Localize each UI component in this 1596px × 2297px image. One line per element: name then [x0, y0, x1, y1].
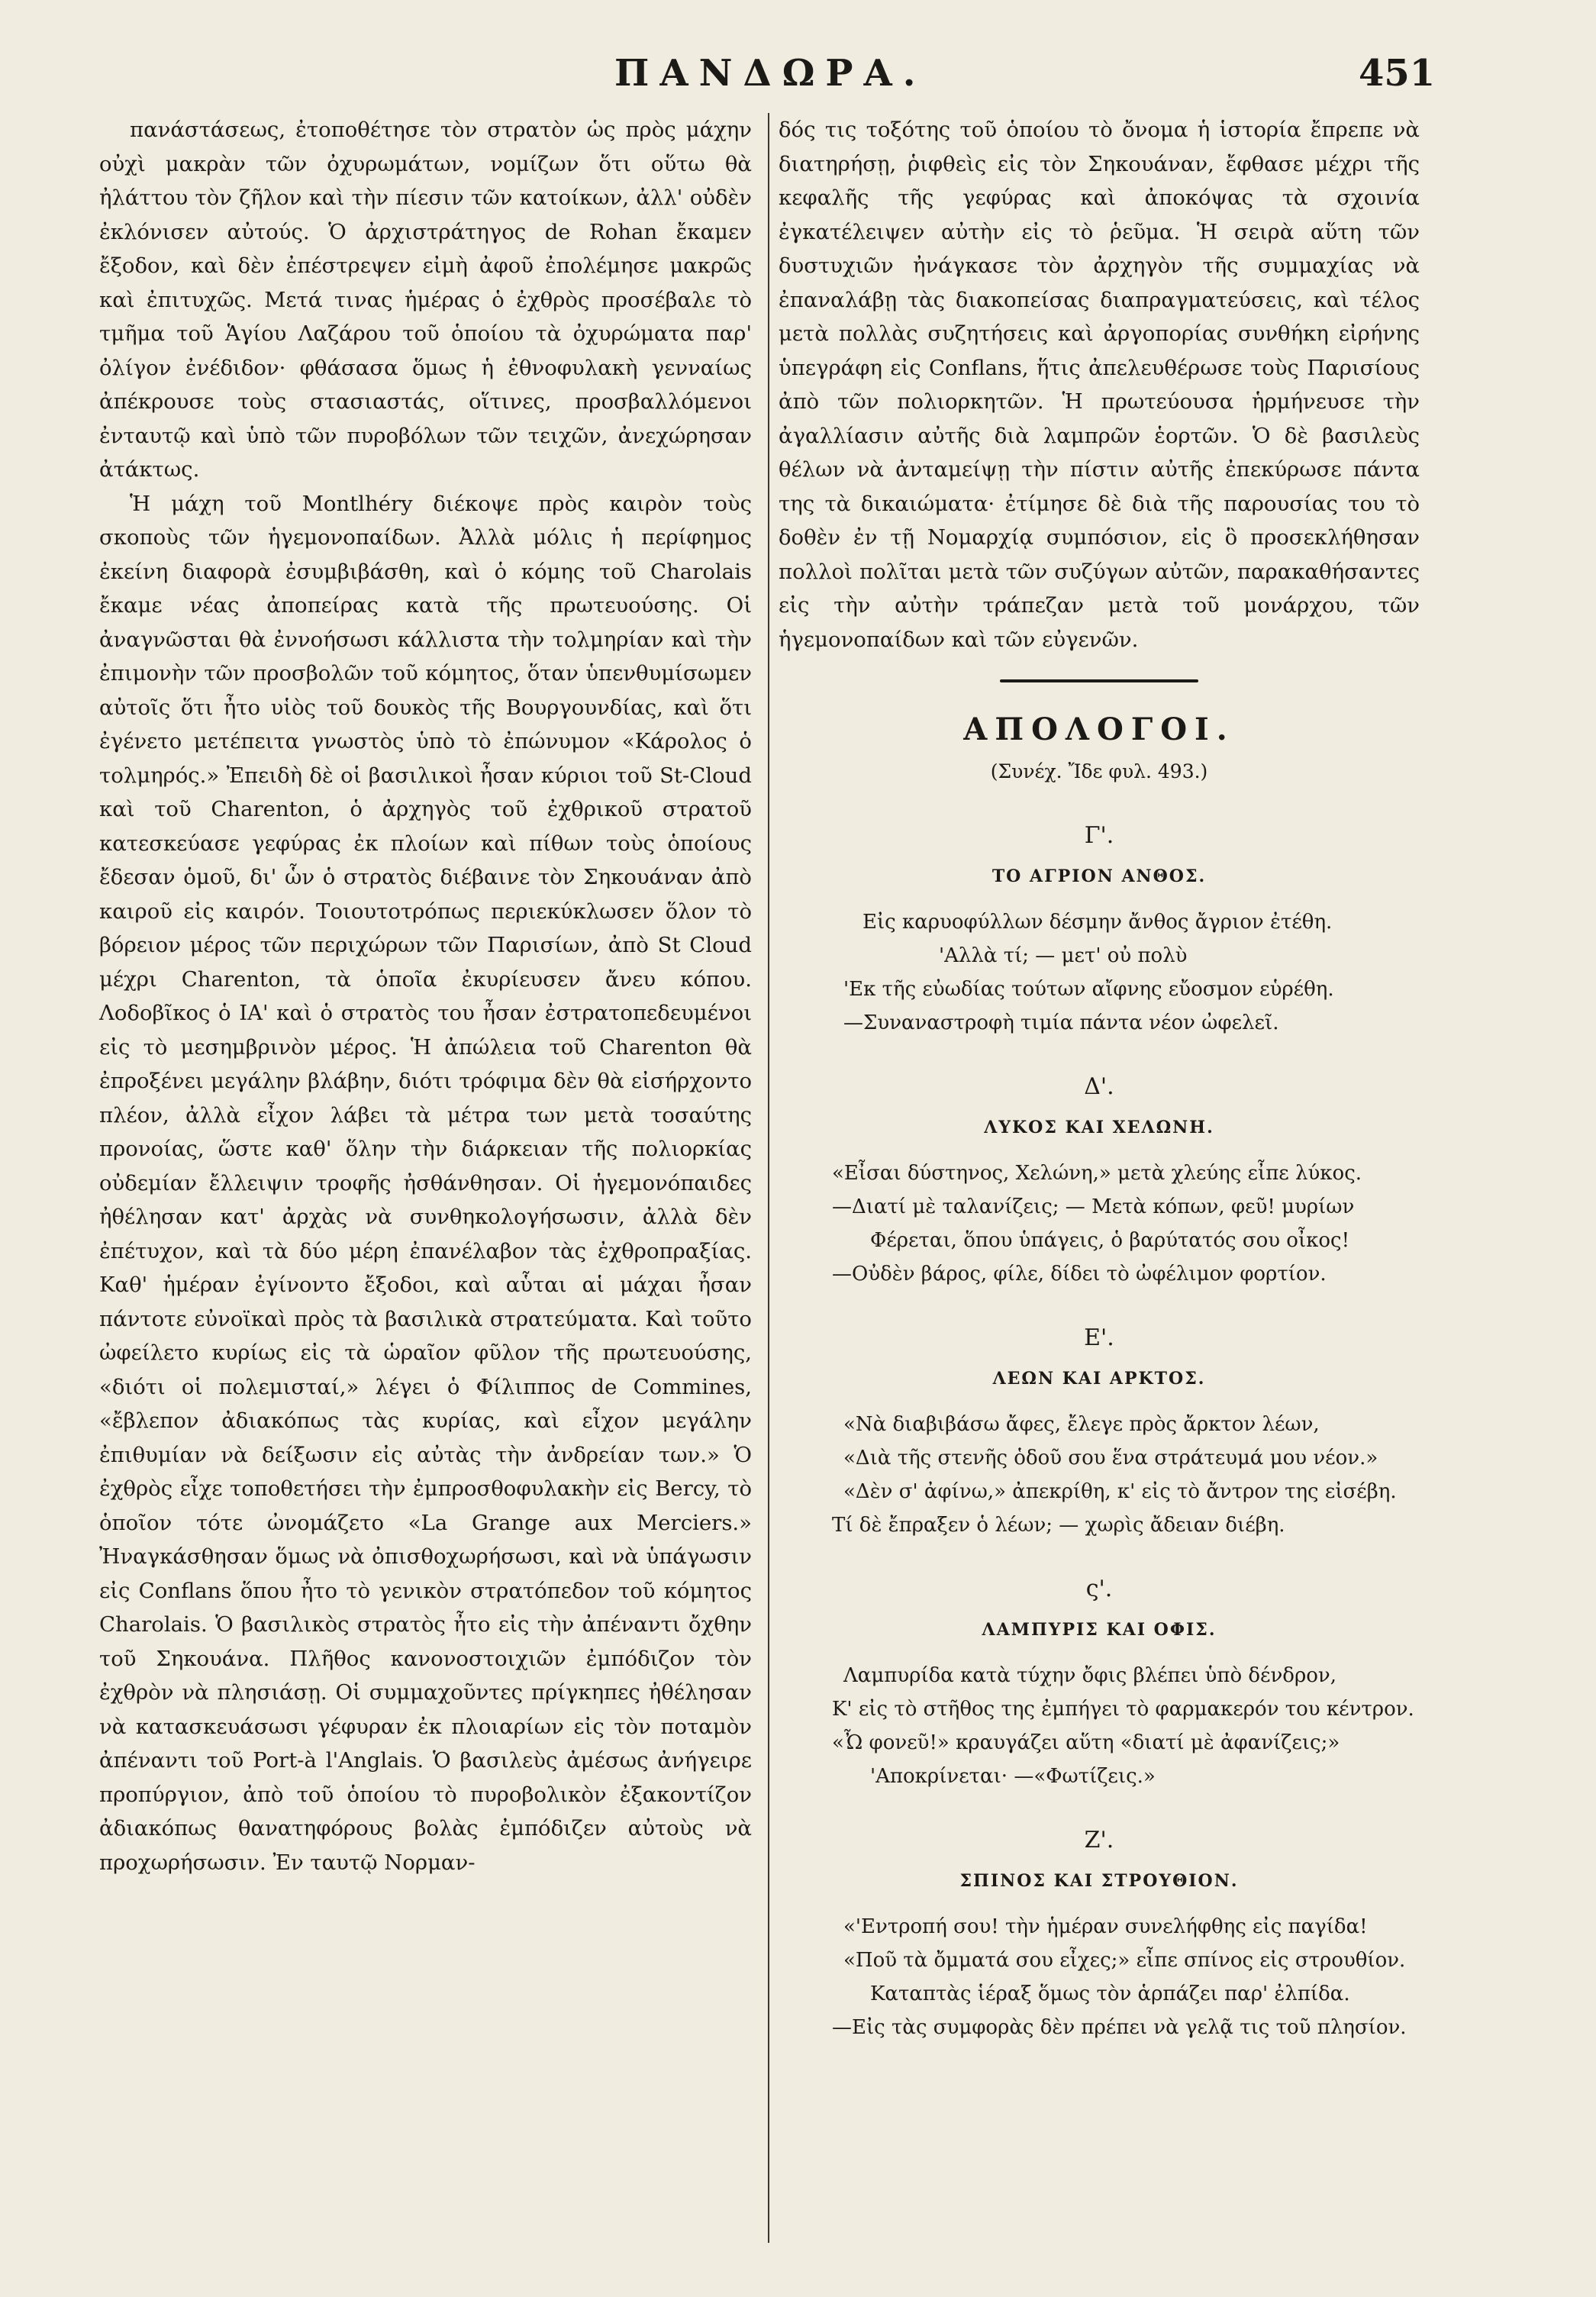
verse-line: —Οὐδὲν βάρος, φίλε, δίδει τὸ ὠφέλιμον φορτίον.	[832, 1263, 1327, 1286]
fable-title: ΛΑΜΠΥΡΙΣ ΚΑΙ ΟΦΙΣ.	[982, 1619, 1217, 1640]
fable-title: ΤΟ ΑΓΡΙΟΝ ΑΝΘΟΣ.	[991, 866, 1207, 886]
fable	[779, 1573, 1420, 1793]
fable	[779, 1321, 1420, 1542]
fable	[779, 1824, 1420, 2044]
section-title: ΑΠΟΛΟΓΟΙ.	[963, 711, 1235, 747]
verse-line: «Ὦ φονεῦ!» κραυγάζει αὕτη «διατί μὲ ἀφανίζεις;»	[832, 1731, 1340, 1754]
right-column	[779, 113, 1420, 2044]
fable-title: ΛΕΩΝ ΚΑΙ ΑΡΚΤΟΣ.	[992, 1368, 1206, 1389]
fable	[779, 819, 1420, 1040]
fable-number: Ε'.	[1084, 1324, 1114, 1351]
verse-line: —Συναναστροφὴ τιμία πάντα νέον ὠφελεῖ.	[843, 1011, 1279, 1034]
verse-line: 'Αποκρίνεται· —«Φωτίζεις.»	[870, 1765, 1156, 1788]
fable-number: Δ'.	[1084, 1073, 1114, 1100]
article-paragraph: πανάστάσεως, ἐτοποθέτησε τὸν στρατὸν ὡς πρὸς μάχην οὐχὶ μακρὰν τῶν ὀχυρωμάτων, νομίζων ὅτι οὕτω θὰ ἠλάττου τὸν ζῆλον καὶ τὴν πίεσιν τῶν κατοίκων, ἀλλ' οὐδὲν ἐκλόνισεν αὐτούς. Ὁ ἀρχιστράτηγος de Rohan ἔκαμεν ἔξοδον, καὶ δὲν ἐπέστρεψεν εἰμὴ ἀφοῦ ἐπολέμησε μακρῶς καὶ ἐπιτυχῶς. Μετά τινας ἡμέρας ὁ ἐχθρὸς προσέβαλε τὸ τμῆμα τοῦ Ἁγίου Λαζάρου τοῦ ὁποίου τὰ ὀχυρώματα παρ' ὀλίγον ἐνέδιδον· φθάσασα ὅμως ἡ ἐθνοφυλακὴ γενναίως ἀπέκρουσε τοὺς στασιαστάς, οἵτινες, προσβαλλόμενοι ἐνταυτῷ καὶ ὑπὸ τῶν πυροβόλων τῶν τειχῶν, ἀνεχώρησαν ἀτάκτως.	[99, 118, 752, 482]
verse-line: «Εἶσαι δύστηνος, Χελώνη,» μετὰ χλεύης εἶπε λύκος.	[832, 1162, 1362, 1185]
verse-line: Φέρεται, ὅπου ὑπάγεις, ὁ βαρύτατός σου οἶκος!	[870, 1229, 1350, 1252]
verse-line: —Εἰς τὰς συμφορὰς δὲν πρέπει νὰ γελᾷ τις τοῦ πλησίον.	[832, 2016, 1407, 2039]
left-column	[99, 113, 752, 1879]
verse-line: Λαμπυρίδα κατὰ τύχην ὄφις βλέπει ὑπὸ δένδρον,	[843, 1664, 1336, 1687]
verse-line: Καταπτὰς ἱέραξ ὅμως τὸν ἁρπάζει παρ' ἐλπίδα.	[870, 1982, 1350, 2005]
verse-line: Τί δὲ ἔπραξεν ὁ λέων; — χωρὶς ἄδειαν διέβη.	[832, 1514, 1285, 1537]
verse-line: Κ' εἰς τὸ στῆθος της ἐμπήγει τὸ φαρμακερόν του κέντρον.	[832, 1698, 1414, 1721]
fable-title: ΛΥΚΟΣ ΚΑΙ ΧΕΛΩΝΗ.	[984, 1117, 1214, 1137]
verse-line: —Διατί μὲ ταλανίζεις; — Μετὰ κόπων, φεῦ! μυρίων	[832, 1195, 1355, 1218]
verse-line: «'Εντροπή σου! τὴν ἡμέραν συνελήφθης εἰς παγίδα!	[843, 1915, 1368, 1938]
section-separator-rule	[1000, 679, 1198, 682]
fable-title: ΣΠΙΝΟΣ ΚΑΙ ΣΤΡΟΥΘΙΟΝ.	[959, 1870, 1239, 1891]
fable	[779, 1070, 1420, 1291]
article-continuation: δός τις τοξότης τοῦ ὁποίου τὸ ὄνομα ἡ ἱστορία ἔπρεπε νὰ διατηρήσῃ, ῥιφθεὶς εἰς τὸν Σηκουάναν, ἔφθασε μέχρι τῆς κεφαλῆς τῆς γεφύρας καὶ ἀποκόψας τὰ σχοινία ἐγκατέλειψεν αὐτὴν εἰς τὸ ῥεῦμα. Ἡ σειρὰ αὕτη τῶν δυστυχιῶν ἠνάγκασε τὸν ἀρχηγὸν τῆς συμμαχίας νὰ ἐπαναλάβῃ τὰς διακοπείσας διαπραγματεύσεις, καὶ τέλος μετὰ πολλὰς συζητήσεις καὶ ἀργοπορίας συνθήκη εἰρήνης ὑπεγράφη εἰς Conflans, ἥτις ἀπελευθέρωσε τοὺς Παρισίους ἀπὸ τῶν πολιορκητῶν. Ἡ πρωτεύουσα ἡρμήνευσε τὴν ἀγαλλίασιν αὐτῆς διὰ λαμπρῶν ἑορτῶν. Ὁ δὲ βασιλεὺς θέλων νὰ ἀνταμείψῃ τὴν πίστιν αὐτῆς ἐπεκύρωσε πάντα της τὰ δικαιώματα· ἐτίμησε δὲ διὰ τῆς παρουσίας του τὸ δοθὲν ἐν τῇ Νομαρχίᾳ συμπόσιον, εἰς ὃ προσεκλήθησαν πολλοὶ πολῖται μετὰ τῶν συζύγων αὐτῶν, παρακαθήσαντες εἰς τὴν αὐτὴν τράπεζαν μετὰ τοῦ μονάρχου, τῶν ἡγεμονοπαίδων καὶ τῶν εὐγενῶν.	[779, 118, 1420, 652]
section-continuation-note: (Συνέχ. Ἴδε φυλ. 493.)	[990, 760, 1208, 782]
article-paragraph: Ἡ μάχη τοῦ Montlhéry διέκοψε πρὸς καιρὸν τοὺς σκοποὺς τῶν ἡγεμονοπαίδων. Ἀλλὰ μόλις ἡ περίφημος ἐκείνη διαφορὰ ἐσυμβιβάσθη, καὶ ὁ κόμης τοῦ Charolais ἔκαμε νέας ἀποπείρας κατὰ τῆς πρωτευούσης. Οἱ ἀναγνῶσται θὰ ἐννοήσωσι κάλλιστα τὴν τολμηρίαν καὶ τὴν ἐπιμονὴν τῶν προσβολῶν τοῦ κόμητος, ὅταν ὑπενθυμίσωμεν αὐτοῖς ὅτι ἦτο υἱὸς τοῦ δουκὸς τῆς Βουργουνδίας, καὶ ὅτι ἐγένετο μετέπειτα γνωστὸς ὑπὸ τὸ ἐπώνυμον «Κάρολος ὁ τολμηρός.» Ἐπειδὴ δὲ οἱ βασιλικοὶ ἦσαν κύριοι τοῦ St-Cloud καὶ τοῦ Charenton, ὁ ἀρχηγὸς τοῦ ἐχθρικοῦ στρατοῦ κατεσκεύασε γεφύρας ἐκ πλοίων καὶ πίθων τοὺς ὁποίους ἔδεσαν ὁμοῦ, δι' ὧν ὁ στρατὸς διέβαινε τὸν Σηκουάναν ἀπὸ καιροῦ εἰς καιρόν. Τοιουτοτρόπως περιεκύκλωσεν ὅλον τὸ βόρειον μέρος τῶν περιχώρων τῶν Παρισίων, ἀπὸ St Cloud μέχρι Charenton, τὰ ὁποῖα ἐκυρίευσεν ἄνευ κόπου. Λοδοβῖκος ὁ ΙΑ' καὶ ὁ στρατὸς του ἦσαν ἐστρατοπεδευμένοι εἰς τὸ μεσημβρινὸν μέρος. Ἡ ἀπώλεια τοῦ Charenton θὰ ἐπροξένει μεγάλην βλάβην, διότι τρόφιμα δὲν θὰ εἰσήρχοντο πλέον, ἀλλὰ εἶχον λάβει τὰ μέτρα των μετὰ τοσαύτης προνοίας, ὥστε καθ' ὅλην τὴν διάρκειαν τῆς πολιορκίας οὐδεμίαν ἔλλειψιν τροφῆς ἠσθάνθησαν. Οἱ ἡγεμονόπαιδες ἠθέλησαν κατ' ἀρχὰς νὰ συνθηκολογήσωσιν, ἀλλὰ δὲν ἐπέτυχον, καὶ τὰ δύο μέρη ἐπανέλαβον τὰς ἐχθροπραξίας. Καθ' ἡμέραν ἐγίνοντο ἔξοδοι, καὶ αὗται αἱ μάχαι ἦσαν πάντοτε εὐνοϊκαὶ πρὸς τὰ βασιλικὰ στρατεύματα. Καὶ τοῦτο ὠφείλετο κυρίως εἰς τὰ ὡραῖον φῦλον τῆς πρωτευούσης, «διότι οἱ πολεμισταί,» λέγει ὁ Φίλιππος de Commines, «ἔβλεπον ἀδιακόπως τὰς κυρίας, καὶ εἶχον μεγάλην ἐπιθυμίαν νὰ δείξωσιν εἰς αὐτὰς τὴν ἀνδρείαν των.» Ὁ ἐχθρὸς εἶχε τοποθετήσει τὴν ἐμπροσθοφυλακὴν εἰς Bercy, τὸ ὁποῖον τότε ὠνομάζετο «La Grange aux Merciers.» Ἠναγκάσθησαν ὅμως νὰ ὀπισθοχωρήσωσι, καὶ νὰ ὑπάγωσιν εἰς Conflans ὅπου ἦτο τὸ γενικὸν στρατόπεδον τοῦ κόμητος Charolais. Ὁ βασιλικὸς στρατὸς ἦτο εἰς τὴν ἀπέναντι ὄχθην τοῦ Σηκουάνα. Πλῆθος κανονοστοιχιῶν ἐμπόδιζον τὸν ἐχθρὸν νὰ πλησιάσῃ. Οἱ συμμαχοῦντες πρίγκηπες ἠθέλησαν νὰ κατασκευάσωσι γέφυραν ἐκ πλοιαρίων εἰς τὸν ποταμὸν ἀπέναντι τοῦ Port-à l'Anglais. Ὁ βασιλεὺς ἀμέσως ἀνήγειρε προπύργιον, ἀπὸ τοῦ ὁποίου τὸ πυροβολικὸν ἐξακοντίζον ἀδιακόπως θανατηφόρους βολὰς ἐμπόδιζεν αὐτοὺς νὰ προχωρήσωσιν. Ἐν ταυτῷ Νορμαν-	[99, 491, 752, 1875]
fable-number: Γ'.	[1084, 822, 1114, 849]
verse-line: «Διὰ τῆς στενῆς ὁδοῦ σου ἕνα στράτευμά μου νέον.»	[843, 1447, 1378, 1469]
fable-number: Ζ'.	[1084, 1827, 1114, 1853]
running-title: ΠΑΝΔΩΡΑ.	[614, 52, 927, 95]
page-number: 451	[1359, 52, 1436, 95]
verse-line: 'Αλλὰ τί; — μετ' οὐ πολὺ	[939, 944, 1188, 967]
fable-number: ς'.	[1085, 1576, 1113, 1602]
verse-line: «Ποῦ τὰ ὄμματά σου εἶχες;» εἶπε σπίνος εἰς στρουθίον.	[843, 1949, 1406, 1972]
column-divider	[768, 113, 769, 2243]
verse-line: «Νὰ διαβιβάσω ἄφες, ἔλεγε πρὸς ἄρκτον λέων,	[843, 1413, 1320, 1436]
verse-line: Εἰς καρυοφύλλων δέσμην ἄνθος ἄγριον ἐτέθη.	[862, 911, 1333, 934]
verse-line: 'Εκ τῆς εὐωδίας τούτων αἴφνης εὔοσμον εὑρέθη.	[843, 978, 1334, 1001]
verse-line: «Δὲν σ' ἀφίνω,» ἀπεκρίθη, κ' εἰς τὸ ἄντρον της εἰσέβη.	[843, 1480, 1397, 1503]
